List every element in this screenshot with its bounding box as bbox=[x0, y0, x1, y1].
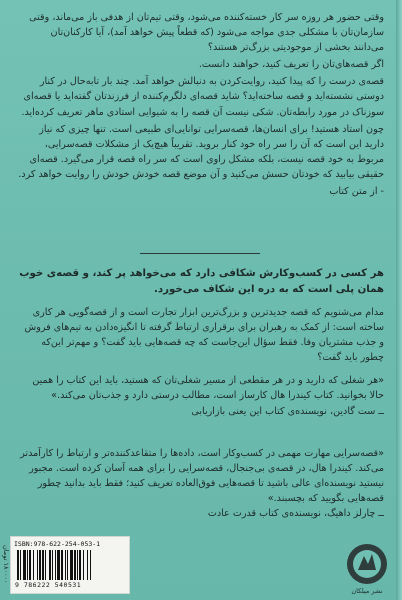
barcode-digits: 9 786222 540531 bbox=[15, 581, 82, 589]
barcode-bar bbox=[57, 550, 60, 580]
barcode-bar bbox=[20, 550, 21, 580]
barcode-bar bbox=[29, 550, 31, 580]
barcode-bar bbox=[52, 550, 53, 580]
barcode-bar bbox=[17, 550, 19, 580]
barcode bbox=[10, 536, 130, 594]
quote-text: «هر شغلی که دارید و در هر مقطعی از مسیر شغلی‌تان که هستید، باید این کتاب را همین حالا بخوانید. کتاب کیندرا هال کارساز است، مطالب درستی دارد و جذب‌تان می‌کند.» bbox=[32, 375, 384, 402]
paragraph: چون استاد هستید! برای انسان‌ها، قصه‌سرایی توانایی‌ای طبیعی است. تنها چیزی که نیاز دارید این است که آن را سر راه خود کنار بروید. تقریباً هیچ‌یک از مشکلات قصه‌سرایی، مربوط به خود قصه نیست، بلکه مشکل راوی است که سر راه قصه قرار می‌گیرد. قصه‌ای حقیقی بیابید که خودتان حسش می‌کنید و آن موضع قصه خودش خودش را روایت خواهد کرد. bbox=[18, 123, 384, 180]
quote-attribution: ــ چارلز داهیگ، نویسنده‌ی کتاب قدرت عادت bbox=[207, 508, 384, 520]
source-note: - از متن کتاب bbox=[329, 186, 384, 198]
barcode-bar bbox=[67, 550, 68, 580]
barcode-bar bbox=[90, 550, 91, 580]
barcode-bar bbox=[37, 550, 38, 580]
barcode-bar bbox=[65, 550, 66, 580]
bottom-text-block bbox=[18, 438, 384, 523]
barcode-bar bbox=[77, 550, 78, 580]
section-divider bbox=[140, 253, 260, 254]
barcode-bar bbox=[23, 550, 26, 580]
barcode-bar bbox=[42, 550, 44, 580]
barcode-bar bbox=[27, 550, 28, 580]
page-edge bbox=[396, 0, 402, 600]
barcode-bars bbox=[17, 550, 121, 580]
barcode-bar bbox=[61, 550, 63, 580]
quote-attribution: ــ ست گادین، نویسنده‌ی کتاب این یعنی بازاریابی bbox=[191, 405, 384, 417]
price-label: ۱۸۰۰۰۰ تومان bbox=[2, 544, 10, 584]
quote-text: «قصه‌سرایی مهارت مهمی در کسب‌وکار است، داده‌ها را متقاعدکننده‌تر و ارتباط را کارآمدتر می‌کند. کیندرا هال، در قصه‌ی بی‌جنجال، قصه‌سرایی را برای همه آسان کرده است. مجبور نیستید نویسنده‌ای عالی باشید تا قصه‌هایی فوق‌العاده تعریف کنید؛ فقط باید بدانید چطور قصه‌هایی بگویید که بچسبند.» bbox=[20, 448, 384, 505]
barcode-bar bbox=[49, 550, 51, 580]
barcode-bar bbox=[70, 550, 73, 580]
paragraph: اگر قصه‌های‌تان را تعریف کنید، خواهند دانست. bbox=[198, 59, 384, 71]
barcode-bar bbox=[33, 550, 34, 580]
paragraph: قصه‌ی درست را که پیدا کنید، روایت‌کردن به دنبالش خواهد آمد. چند بار تابه‌حال در کنار دوستی نشسته‌اید و قصه ساخته‌اید؟ شاید قصه‌ای دلگرم‌کننده از فرزندتان گفته‌اید یا قصه‌ای سوزناک در مورد رابطه‌تان. شکی نیست آن قصه را به شیوایی استادی ماهر تعریف کرده‌اید. bbox=[21, 76, 384, 118]
isbn-text: ISBN:978-622-254-053-1 bbox=[14, 540, 101, 548]
middle-text-block bbox=[18, 305, 384, 421]
barcode-bar bbox=[55, 550, 56, 580]
barcode-bar bbox=[45, 550, 46, 580]
barcode-bar bbox=[87, 550, 88, 580]
barcode-bar bbox=[39, 550, 41, 580]
paragraph: مدام می‌شنویم که قصه جدیدترین و بزرگ‌ترین ابزار تجارت است و از قصه‌گویی هر کاری ساخته است: از کمک به رهبران برای برقراری ارتباط گرفته تا انگیزه‌دادن به تیم‌های فروش و جذب مشتریان وفا. فقط سؤال این‌جاست که چه قصه‌هایی باید گفت؟ و مهم‌تر این‌که چطور باید گفت؟ bbox=[24, 307, 384, 364]
barcode-bar bbox=[74, 550, 76, 580]
barcode-bar bbox=[83, 550, 84, 580]
publisher-logo-icon bbox=[342, 540, 392, 594]
paragraph: وقتی حضور هر روزه سر کار خسته‌کننده می‌شود، وقتی تیم‌تان از هدفی باز می‌ماند، وقتی سازمان‌تان با مشکلی جدی مواجه می‌شود (که قطعاً پیش خواهد آمد)، آیا کارکنان‌تان می‌دانند بخشی از موجودیتی بزرگ‌تر هستند؟ bbox=[29, 12, 384, 54]
endorsement-quote bbox=[18, 373, 384, 418]
publisher-name: نشر میلکان bbox=[351, 587, 383, 595]
endorsement-quote bbox=[18, 446, 384, 521]
barcode-bar bbox=[79, 550, 81, 580]
headline: هر کسی در کسب‌وکارش شکافی دارد که می‌خواهد پر کند، و قصه‌ی خوب همان پلی است که به دره این شکاف می‌خورد. bbox=[19, 268, 384, 295]
top-text-block bbox=[18, 10, 384, 201]
